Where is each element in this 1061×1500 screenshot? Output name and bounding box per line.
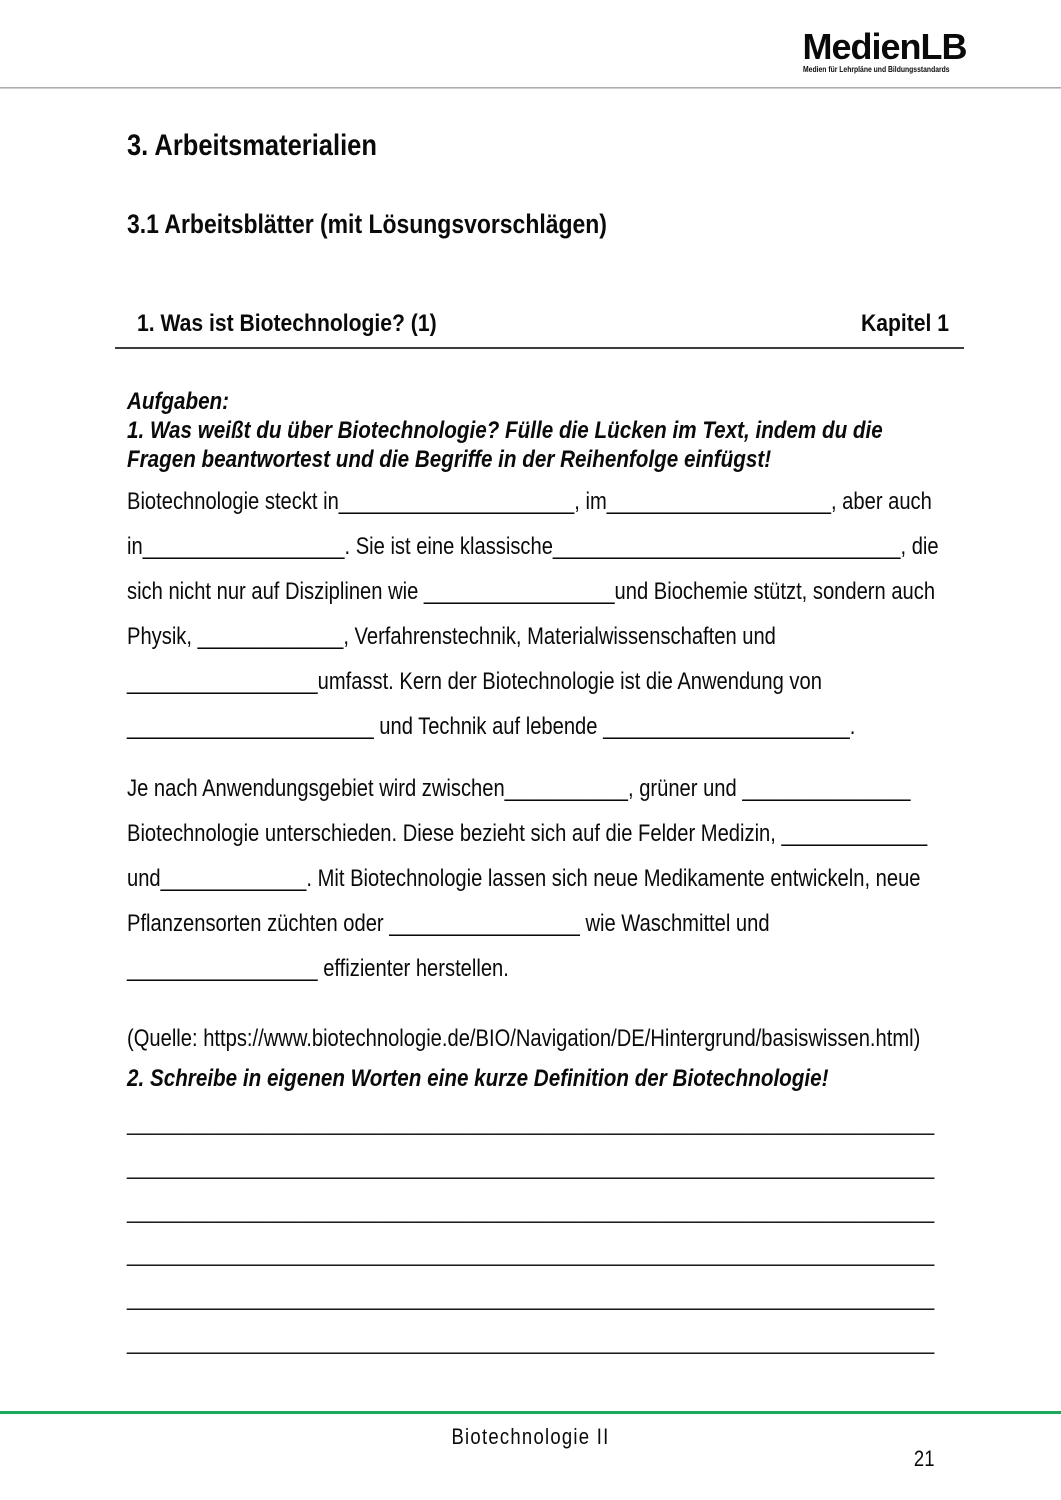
fill-text-line: _________________ effizienter herstellen.: [127, 955, 509, 982]
fill-text-line: Je nach Anwendungsgebiet wird zwischen___________, grüner und _______________: [127, 775, 911, 802]
chapter-label: Kapitel 1: [860, 310, 949, 337]
footer-series-title: Biotechnologie II: [451, 1424, 610, 1449]
source-citation: (Quelle: https://www.biotechnologie.de/BIO/Navigation/DE/Hintergrund/basiswissen.html): [127, 1025, 921, 1052]
page-number: 21: [913, 1446, 934, 1471]
answer-line: ________________________________________________________________________: [127, 1327, 935, 1355]
fill-text-line: Biotechnologie unterschieden. Diese bezieht sich auf die Felder Medizin, _____________: [127, 820, 928, 847]
medienlb-logo: [802, 26, 975, 74]
logo-title: MedienLB: [802, 26, 967, 67]
answer-line: ________________________________________________________________________: [127, 1152, 935, 1180]
fill-text-line: ______________________ und Technik auf lebende ______________________.: [127, 713, 856, 740]
subsection-heading: 3.1 Arbeitsblätter (mit Lösungsvorschlägen): [127, 209, 607, 239]
section-heading: 3. Arbeitsmaterialien: [127, 129, 377, 162]
worksheet-header: [115, 310, 964, 349]
footer-divider: [0, 1411, 1061, 1414]
fill-text-line: und_____________. Mit Biotechnologie lassen sich neue Medikamente entwickeln, neue: [127, 865, 921, 892]
fill-text-line: in__________________. Sie ist eine klassische_______________________________, die: [127, 533, 939, 560]
task1-instruction: [127, 387, 883, 474]
aufgaben-label: Aufgaben:: [127, 388, 230, 415]
fill-text-line: Biotechnologie steckt in_____________________, im____________________, aber auch: [127, 488, 932, 515]
fill-text-line: Physik, _____________, Verfahrenstechnik, Materialwissenschaften und: [127, 623, 776, 650]
answer-line: ________________________________________________________________________: [127, 1109, 935, 1136]
logo-tagline: Medien für Lehrpläne und Bildungsstandards: [802, 65, 950, 74]
title-divider: [115, 347, 964, 349]
fill-text-block-2: [127, 766, 959, 991]
header-divider: [0, 87, 1061, 89]
task1-line: Fragen beantwortest und die Begriffe in der Reihenfolge einfügst!: [127, 446, 772, 473]
worksheet-title: 1. Was ist Biotechnologie? (1): [137, 310, 437, 337]
answer-line: ________________________________________________________________________: [127, 1240, 935, 1268]
fill-text-block-1: [127, 479, 959, 749]
task2-instruction: 2. Schreibe in eigenen Worten eine kurze Definition der Biotechnologie!: [127, 1065, 829, 1092]
task1-line: 1. Was weißt du über Biotechnologie? Fülle die Lücken im Text, indem du die: [127, 417, 883, 444]
fill-text-line: _________________umfasst. Kern der Biotechnologie ist die Anwendung von: [127, 668, 822, 695]
fill-text-line: Pflanzensorten züchten oder _________________ wie Waschmittel und: [127, 910, 770, 937]
fill-text-line: sich nicht nur auf Disziplinen wie _________________und Biochemie stützt, sondern auch: [127, 578, 936, 605]
answer-lines-block: [127, 1101, 934, 1364]
answer-line: ________________________________________________________________________: [127, 1284, 935, 1312]
answer-line: ________________________________________________________________________: [127, 1196, 935, 1224]
